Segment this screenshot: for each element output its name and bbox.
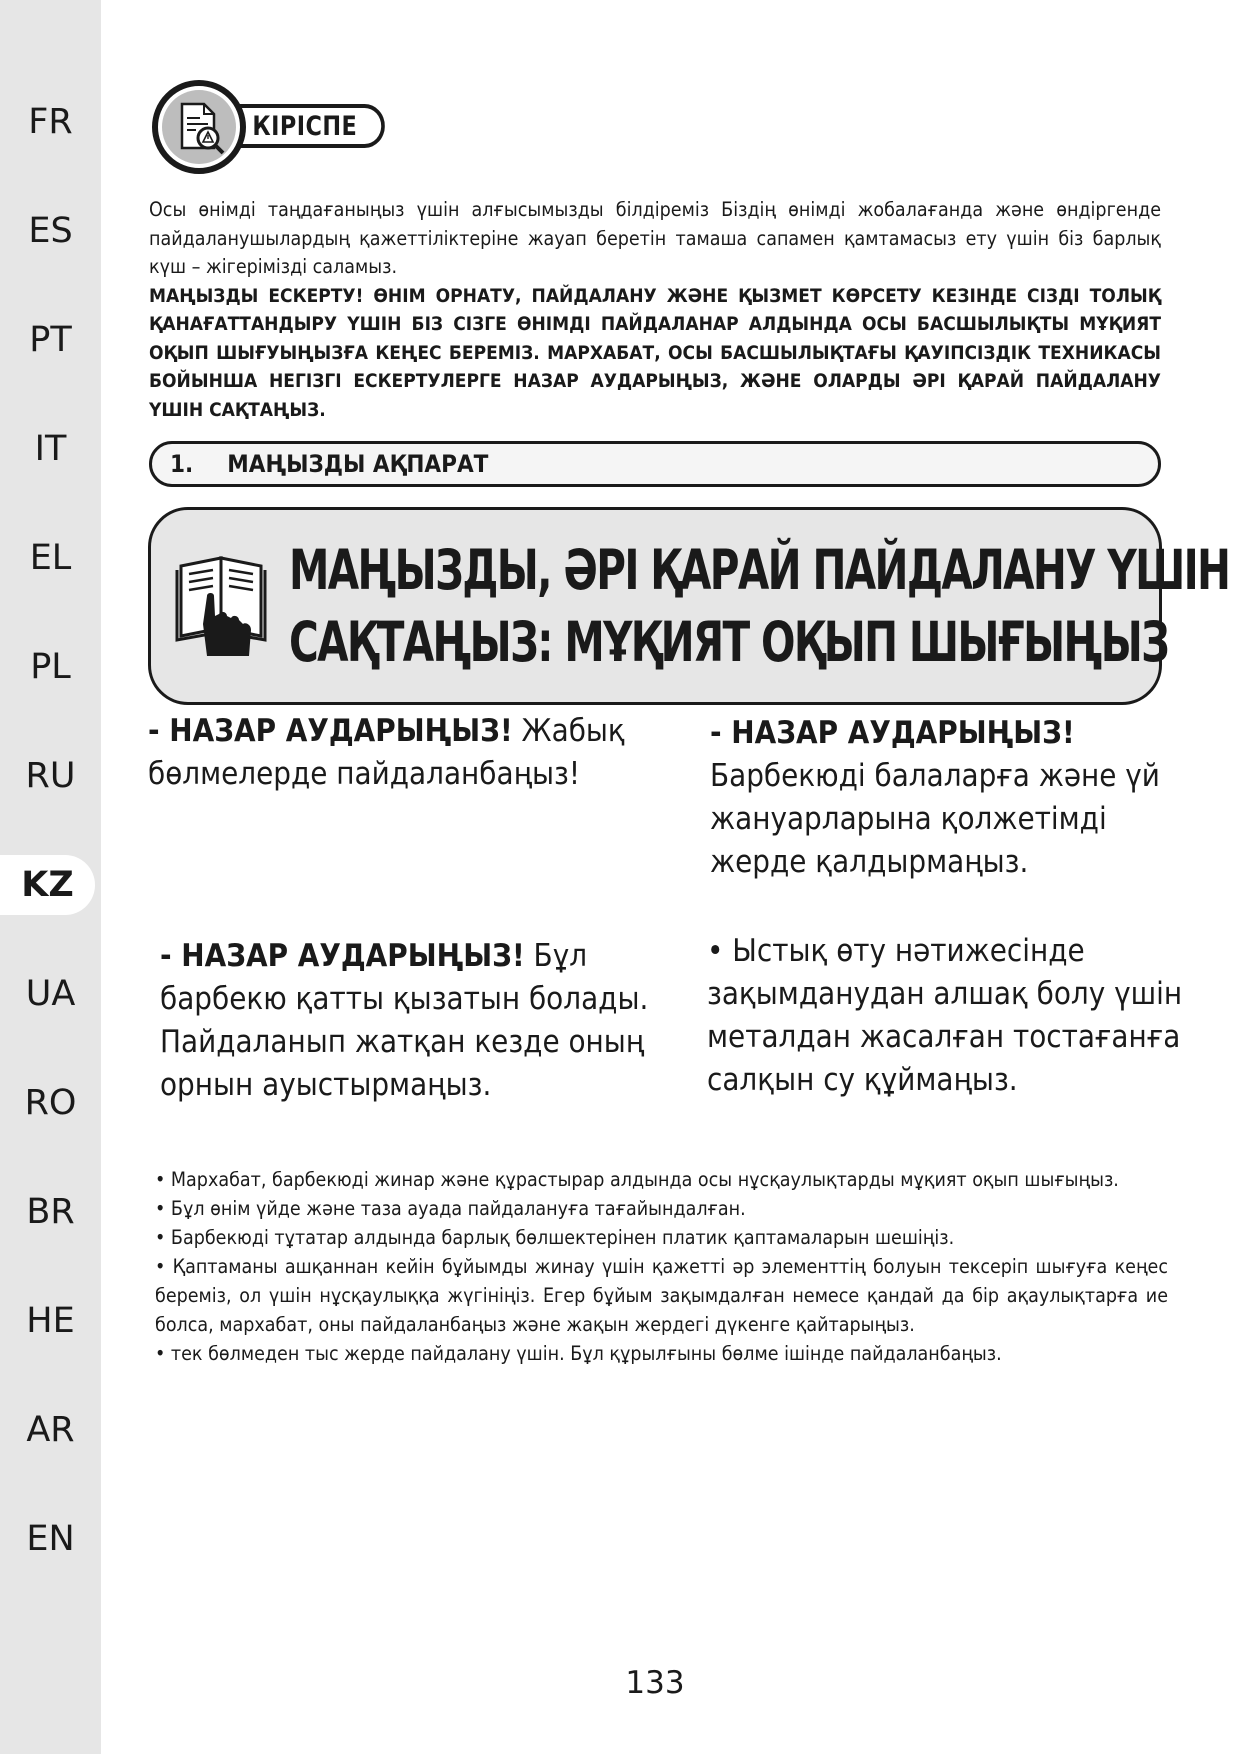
warning-prefix: - НАЗАР АУДАРЫҢЫЗ! <box>148 713 513 749</box>
lang-tab-he[interactable]: HE <box>26 1301 75 1341</box>
warning-text: Барбекюді балаларға және үй жануарларына қолжетімді жерде қалдырмаңыз. <box>710 758 1160 880</box>
section-number: 1. <box>170 450 194 478</box>
intro-header <box>150 78 412 183</box>
lang-tab-el[interactable]: EL <box>29 538 72 578</box>
warning-prefix: - НАЗАР АУДАРЫҢЫЗ! <box>160 938 525 974</box>
warning-children-pets <box>710 712 1210 884</box>
intro-text <box>149 196 1161 424</box>
list-item: • Барбекюді тұтатар алдында барлық бөлшектерінен платик қаптамаларын шешіңіз. <box>155 1226 955 1249</box>
list-item: • Бұл өнім үйде және таза ауада пайдалануға тағайындалған. <box>155 1197 746 1220</box>
warning-text: • Ыстық өту нәтижесінде зақымданудан алшақ болу үшін металдан жасалған тостағанға салқын су құймаңыз. <box>707 933 1183 1098</box>
lang-tab-pt[interactable]: PT <box>29 320 72 360</box>
instructions-list <box>155 1165 1168 1368</box>
keep-instructions-line-2: САҚТАҢЫЗ: МҰҚИЯТ ОҚЫП ШЫҒЫҢЫЗ <box>289 610 1169 674</box>
lang-tab-it[interactable]: IT <box>34 429 67 469</box>
important-keep-box <box>148 507 1230 705</box>
warning-text: Бұл барбекю қатты қызатын болады. Пайдаланып жатқан кезде оның орнын ауыстырмаңыз. <box>160 938 649 1103</box>
warning-text: Жабық бөлмелерде пайдаланбаңыз! <box>148 713 625 792</box>
document-warning-icon <box>152 80 246 174</box>
read-manual-icon <box>173 552 273 662</box>
list-item: • тек бөлмеден тыс жерде пайдалану үшін. Бұл құрылғыны бөлме ішінде пайдаланбаңыз. <box>155 1342 1002 1365</box>
warning-hot-barbecue <box>160 935 670 1107</box>
lang-tab-ar[interactable]: AR <box>26 1410 75 1450</box>
keep-instructions-line-1: МАҢЫЗДЫ, ӘРІ ҚАРАЙ ПАЙДАЛАНУ ҮШІН <box>289 538 1230 602</box>
lang-tab-pl[interactable]: PL <box>30 647 71 687</box>
list-item: • Мархабат, барбекюді жинар және құрастырар алдында осы нұсқаулықтарды мұқият оқып шығыңыз. <box>155 1168 1119 1191</box>
page-number: 133 <box>625 1665 685 1701</box>
lang-tab-ru[interactable]: RU <box>25 756 76 796</box>
section-title: МАҢЫЗДЫ АҚПАРАТ <box>227 450 489 478</box>
intro-title: КІРІСПЕ <box>234 104 385 148</box>
lang-tab-ro[interactable]: RO <box>24 1083 77 1123</box>
lang-tab-en[interactable]: EN <box>26 1519 75 1559</box>
lang-tab-ua[interactable]: UA <box>25 974 76 1014</box>
warning-prefix: - НАЗАР АУДАРЫҢЫЗ! <box>710 715 1075 751</box>
list-item: • Қаптаманы ашқаннан кейін бұйымды жинау үшін қажетті әр элементтің болуын тексеріп шығуға кеңес береміз, ол үшін нұсқаулыққа жүгініңіз. Егер бұйым зақымдалған немесе қандай да бір ақаулықтарға ие болса, мархабат, оны пайдаланбаңыз және жақын жердегі дүкенге қайтарыңыз. <box>155 1255 1168 1336</box>
language-sidebar <box>0 0 101 1754</box>
lang-tab-kz-active[interactable]: KZ <box>0 855 95 915</box>
intro-important-warning: МАҢЫЗДЫ ЕСКЕРТУ! ӨНІМ ОРНАТУ, ПАЙДАЛАНУ ЖӘНЕ ҚЫЗМЕТ КӨРСЕТУ КЕЗІНДЕ СІЗДІ ТОЛЫҚ ҚАНАҒАТТАНДЫРУ ҮШІН БІЗ СІЗГЕ ӨНІМДІ ПАЙДАЛАНАР АЛДЫНДА ОСЫ БАСШЫЛЫҚТЫ МҰҚИЯТ ОҚЫП ШЫҒУЫҢЫЗҒА КЕҢЕС БЕРЕМІЗ. МАРХАБАТ, ОСЫ БАСШЫЛЫҚТАҒЫ ҚАУІПСІЗДІК ТЕХНИКАСЫ БОЙЫНША НЕГІЗГІ ЕСКЕРТУЛЕРГЕ НАЗАР АУДАРЫҢЫЗ, ЖӘНЕ ОЛАРДЫ ӘРІ ҚАРАЙ ПАЙДАЛАНУ ҮШІН САҚТАҢЫЗ. <box>149 284 1161 421</box>
warning-cold-water <box>707 930 1217 1102</box>
lang-tab-br[interactable]: BR <box>26 1192 75 1232</box>
lang-tab-es[interactable]: ES <box>28 211 73 251</box>
lang-tab-fr[interactable]: FR <box>28 102 73 142</box>
warning-closed-rooms <box>148 710 668 796</box>
intro-paragraph: Осы өнімді таңдағаныңыз үшін алғысымызды білдіреміз Біздің өнімді жобалағанда және өндіргенде пайдаланушылардың қажеттіліктеріне жауап беретін тамаша сапамен қамтамасыз ету үшін біз барлық күш – жігерімізді саламыз. <box>149 198 1161 278</box>
keep-instructions-title <box>289 534 1230 678</box>
section-header <box>149 441 1161 487</box>
